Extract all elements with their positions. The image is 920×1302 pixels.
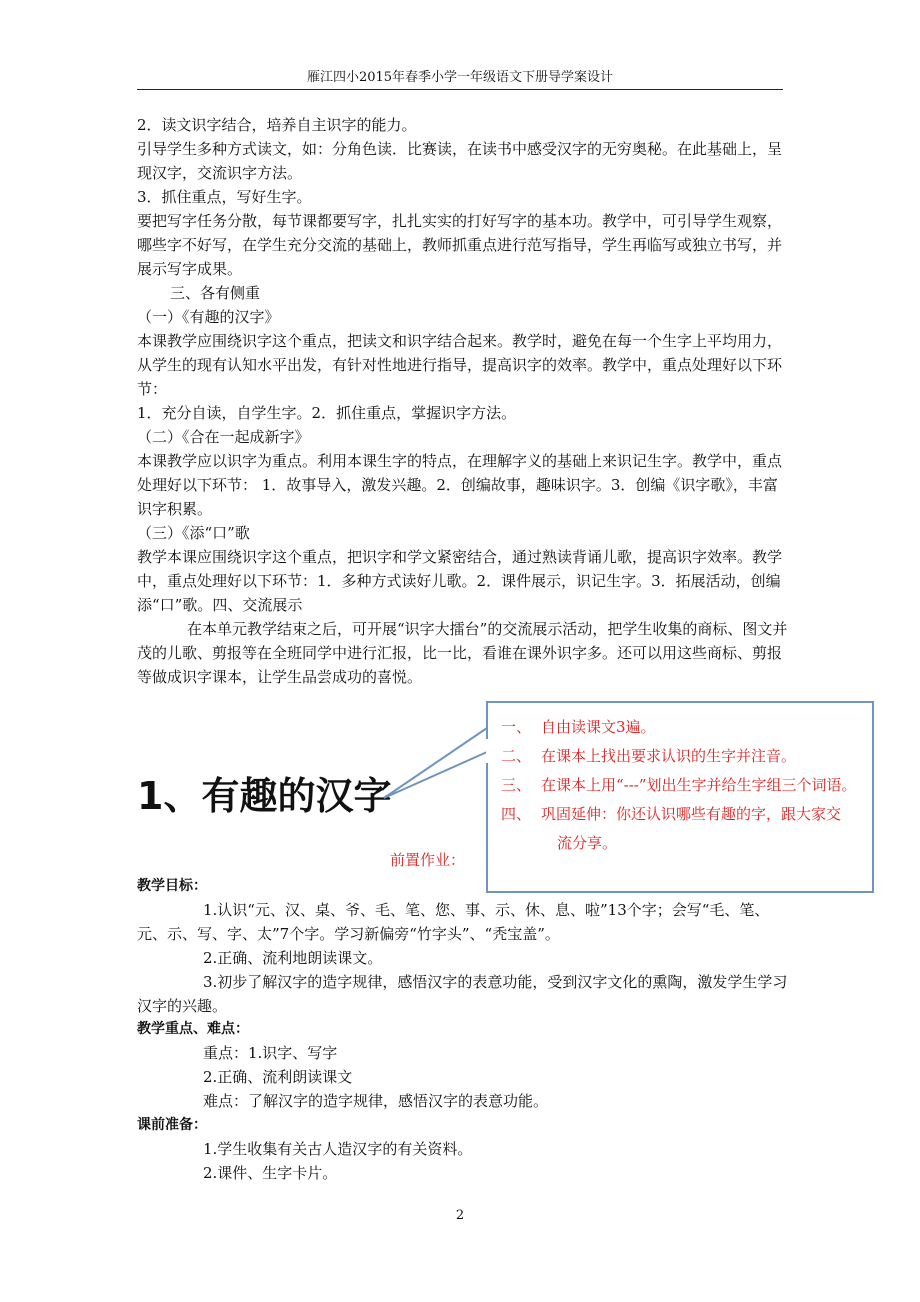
- prework-item: 四、 巩固延伸：你还认识哪些有趣的字，跟大家交: [501, 805, 842, 823]
- objective-item: 3.初步了解汉字的造字规律，感悟汉字的表意功能，受到汉字文化的熏陶，激发学生学习汉字的兴趣。: [137, 973, 788, 1015]
- intro-line: 教学本课应围绕识字这个重点，把识字和学文紧密结合，通过熟读背诵儿歌，提高识字效率。教学中，重点处理好以下环节：1．多种方式读好儿歌。2．课件展示，识记生字。3．拓展活动，创编添“口”歌。四、交流展示: [137, 548, 783, 614]
- prework-list: [501, 713, 864, 858]
- page-number: 2: [455, 1208, 465, 1223]
- callout-pointer: [380, 690, 490, 810]
- callout-box: [486, 701, 874, 893]
- intro-line: 1．充分自读，自学生字。2．抓住重点，掌握识字方法。: [137, 404, 517, 422]
- page-header: 雁江四小2015年春季小学一年级语文下册导学案设计: [306, 70, 614, 85]
- objectives-section: [137, 874, 789, 1018]
- sub-heading: （三）《添“口”歌: [137, 524, 250, 542]
- intro-section: [137, 113, 789, 689]
- intro-line: 本课教学应以识字为重点。利用本课生字的特点，在理解字义的基础上来识记生字。教学中，重点处理好以下环节： 1．故事导入，激发兴趣。2．创编故事，趣味识字。3．创编《识字歌》，丰富识字积累。: [137, 452, 783, 518]
- intro-line: 引导学生多种方式读文，如：分角色读．比赛读，在读书中感受汉字的无穷奥秘。在此基础上，呈现汉字，交流识字方法。: [137, 140, 783, 182]
- callout-edge-mask: [486, 701, 488, 893]
- header-rule: [137, 89, 783, 90]
- keypoints-section: [137, 1017, 789, 1113]
- objective-item: 1.认识“元、汉、桌、爷、毛、笔、您、事、示、休、息、啦”13个字；会写“毛、笔、元、示、写、字、太”7个字。学习新偏旁“竹字头”、“秃宝盖”。: [137, 901, 770, 943]
- prep-item: 1.学生收集有关古人造汉字的有关资料。: [203, 1140, 473, 1158]
- prework-item: 二、 在课本上找出要求认识的生字并注音。: [501, 747, 797, 765]
- prework-item-continuation: 流分享。: [557, 834, 618, 852]
- objective-item: 2.正确、流利地朗读课文。: [203, 949, 383, 967]
- keypoints-heading: 教学重点、难点：: [137, 1021, 249, 1037]
- keypoint-item: 难点：了解汉字的造字规律，感悟汉字的表意功能。: [203, 1092, 549, 1110]
- objectives-heading: 教学目标：: [137, 878, 207, 894]
- lesson-title: 1、有趣的汉字: [137, 774, 392, 818]
- prework-label: 前置作业：: [390, 851, 466, 869]
- intro-line: 在本单元教学结束之后，可开展“识字大擂台”的交流展示活动，把学生收集的商标、图文并茂的儿歌、剪报等在全班同学中进行汇报，比一比，看谁在课外识字多。还可以用这些商标、剪报等做成识字课本，让学生品尝成功的喜悦。: [137, 620, 788, 686]
- sub-heading: （二）《合在一起成新字》: [137, 428, 310, 446]
- intro-line: 要把写字任务分散，每节课都要写字，扎扎实实的打好写字的基本功。教学中，可引导学生观察，哪些字不好写，在学生充分交流的基础上，教师抓重点进行范写指导，学生再临写或独立书写，并展示写字成果。: [137, 212, 783, 278]
- intro-line: 3．抓住重点，写好生字。: [137, 188, 312, 206]
- prep-item: 2.课件、生字卡片。: [203, 1164, 338, 1182]
- intro-line: 2．读文识字结合，培养自主识字的能力。: [137, 116, 417, 134]
- section-heading: 三、各有侧重: [170, 284, 261, 302]
- keypoint-item: 2.正确、流利朗读课文: [203, 1068, 353, 1086]
- prep-section: [137, 1113, 789, 1185]
- keypoint-item: 重点：1.识字、写字: [203, 1044, 338, 1062]
- prework-item: 一、 自由读课文3遍。: [501, 718, 656, 736]
- sub-heading: （一）《有趣的汉字》: [137, 308, 280, 326]
- prework-item: 三、 在课本上用“---”划出生字并给生字组三个词语。: [501, 776, 857, 794]
- prep-heading: 课前准备：: [137, 1117, 207, 1133]
- intro-line: 本课教学应围绕识字这个重点，把读文和识字结合起来。教学时，避免在每一个生字上平均用力，从学生的现有认知水平出发，有针对性地进行指导，提高识字的效率。教学中，重点处理好以下环节：: [137, 332, 783, 398]
